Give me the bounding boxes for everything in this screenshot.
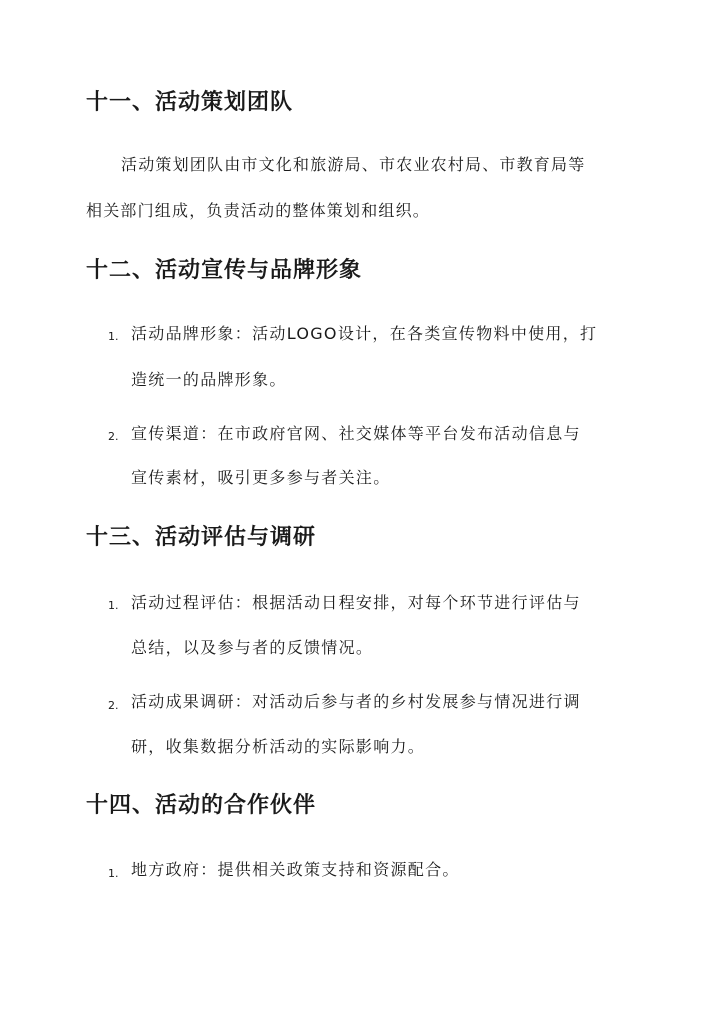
section-11-paragraph-line-2: 相关部门组成，负责活动的整体策划和组织。 [86, 201, 431, 220]
list-item-number: 2. [108, 430, 119, 443]
list-item-line: 活动成果调研：对活动后参与者的乡村发展参与情况进行调 [131, 692, 581, 711]
list-item-line: 地方政府：提供相关政策支持和资源配合。 [131, 860, 460, 879]
section-heading-12: 十二、活动宣传与品牌形象 [86, 258, 363, 283]
list-item-line: 宣传渠道：在市政府官网、社交媒体等平台发布活动信息与 [131, 424, 581, 443]
list-item-line: 宣传素材，吸引更多参与者关注。 [131, 468, 391, 487]
section-heading-14: 十四、活动的合作伙伴 [86, 793, 317, 818]
list-item-line: 活动过程评估：根据活动日程安排，对每个环节进行评估与 [131, 593, 581, 612]
list-item-number: 2. [108, 699, 119, 712]
list-item-line: 造统一的品牌形象。 [131, 370, 287, 389]
list-item-number: 1. [108, 599, 119, 612]
section-heading-11: 十一、活动策划团队 [86, 90, 294, 115]
section-11-paragraph-line-1: 活动策划团队由市文化和旅游局、市农业农村局、市教育局等 [121, 155, 586, 174]
list-item-number: 1. [108, 330, 119, 343]
list-item-number: 1. [108, 867, 119, 880]
section-heading-13: 十三、活动评估与调研 [86, 525, 317, 550]
list-item-line: 活动品牌形象：活动LOGO设计，在各类宣传物料中使用，打 [131, 324, 598, 343]
list-item-line: 总结，以及参与者的反馈情况。 [131, 638, 374, 657]
list-item-line: 研，收集数据分析活动的实际影响力。 [131, 737, 426, 756]
